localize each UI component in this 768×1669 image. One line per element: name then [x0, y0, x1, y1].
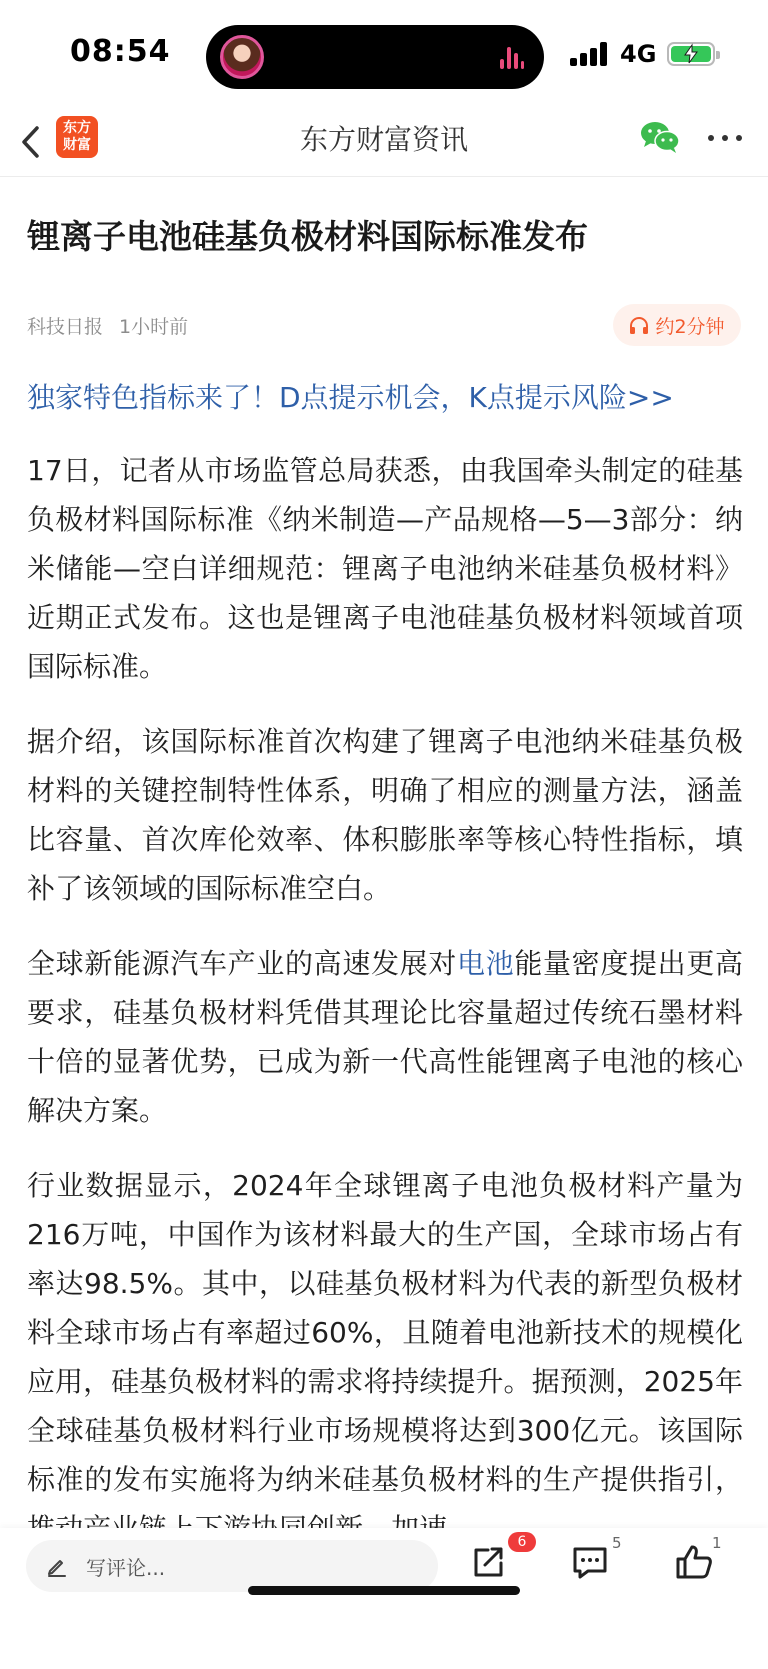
article-source[interactable]: 科技日报	[27, 316, 104, 338]
comments-button[interactable]	[570, 1542, 614, 1586]
bottom-action-bar	[0, 1528, 768, 1669]
audio-wave-icon	[500, 45, 524, 69]
more-button[interactable]	[708, 128, 742, 148]
comment-count: 5	[612, 1534, 622, 1552]
headphones-icon	[629, 316, 649, 334]
nav-bar	[0, 110, 768, 177]
share-icon	[468, 1542, 508, 1582]
comment-icon	[570, 1542, 610, 1582]
share-button[interactable]	[468, 1542, 512, 1586]
comment-placeholder: 写评论...	[86, 1555, 166, 1580]
article-meta	[27, 312, 188, 339]
listen-button[interactable]	[613, 304, 741, 346]
home-indicator[interactable]	[248, 1586, 520, 1595]
nav-title: 东方财富资讯	[299, 123, 468, 156]
media-avatar	[220, 35, 264, 79]
wechat-share-button[interactable]	[640, 120, 680, 154]
article-time: 1小时前	[119, 316, 189, 338]
article-body	[27, 446, 743, 1526]
paragraph-1: 17日，记者从市场监管总局获悉，由我国牵头制定的硅基负极材料国际标准《纳米制造—产品规格—5—3部分：纳米储能—空白详细规范：锂离子电池纳米硅基负极材料》近期正式发布。这也是锂离子电池硅基负极材料领域首项国际标准。	[27, 454, 743, 683]
like-count: 1	[712, 1534, 722, 1552]
paragraph-4: 行业数据显示，2024年全球锂离子电池负极材料产量为216万吨，中国作为该材料最大的生产国，全球市场占有率达98.5%。其中，以硅基负极材料为代表的新型负极材料全球市场占有率超过60%，且随着电池新技术的规模化应用，硅基负极材料的需求将持续提升。据预测，2025年全球硅基负极材料行业市场规模将达到300亿元。该国际标准的发布实施将为纳米硅基负极材料的生产提供指引，	[27, 1169, 743, 1496]
app-logo[interactable]: 东方 财富	[56, 116, 98, 158]
thumbs-up-icon	[674, 1542, 714, 1582]
pencil-icon	[46, 1555, 68, 1577]
wechat-icon	[640, 120, 680, 154]
share-badge: 6	[508, 1532, 536, 1552]
battery-icon	[667, 42, 715, 66]
status-bar	[0, 0, 768, 110]
more-dots-icon	[708, 135, 714, 141]
dynamic-island[interactable]	[206, 25, 544, 89]
promo-link[interactable]: 独家特色指标来了！D点提示机会，K点提示风险>>	[27, 381, 674, 414]
listen-duration: 约2分钟	[655, 315, 725, 338]
paragraph-3: 全球新能源汽车产业的高速发展对电池能量密度提出更高要求，硅基负极材料凭借其理论比容量超过传统石墨材料十倍的显著优势，已成为新一代高性能锂离子电池的核心解决方案。	[27, 947, 743, 1127]
signal-icon	[570, 42, 610, 66]
article-title: 锂离子电池硅基负极材料国际标准发布	[27, 217, 588, 256]
status-time: 08:54	[70, 34, 171, 69]
comment-input[interactable]	[26, 1540, 438, 1592]
network-type: 4G	[620, 40, 657, 68]
paragraph-2: 据介绍，该国际标准首次构建了锂离子电池纳米硅基负极材料的关键控制特性体系，明确了相应的测量方法，涵盖比容量、首次库伦效率、体积膨胀率等核心特性指标，填补了该领域的国际标准空白。	[27, 725, 743, 905]
stock-link-battery[interactable]: 电池	[456, 947, 515, 980]
